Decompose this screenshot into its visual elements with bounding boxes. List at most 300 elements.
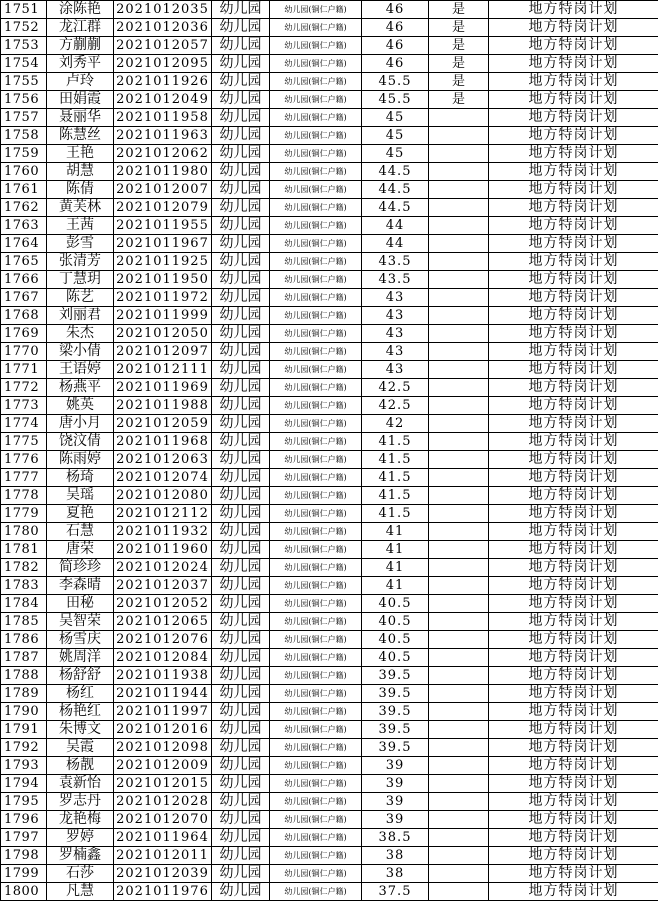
exam-number: 2021012062 <box>114 145 212 163</box>
score: 40.5 <box>362 595 429 613</box>
candidate-name: 朱杰 <box>47 325 114 343</box>
plan-type: 地方特岗计划 <box>489 307 658 325</box>
position: 幼儿园 <box>212 253 270 271</box>
row-number: 1800 <box>1 883 47 901</box>
score: 38 <box>362 847 429 865</box>
plan-type: 地方特岗计划 <box>489 721 658 739</box>
table-row <box>1 55 658 73</box>
position: 幼儿园 <box>212 541 270 559</box>
plan-type: 地方特岗计划 <box>489 667 658 685</box>
flag <box>429 289 489 307</box>
candidate-name: 杨雪庆 <box>47 631 114 649</box>
table-row <box>1 595 658 613</box>
position: 幼儿园 <box>212 55 270 73</box>
position: 幼儿园 <box>212 307 270 325</box>
position-detail: 幼儿园(铜仁户籍) <box>270 829 362 847</box>
exam-number: 2021011938 <box>114 667 212 685</box>
candidate-name: 刘丽君 <box>47 307 114 325</box>
plan-type: 地方特岗计划 <box>489 595 658 613</box>
position-detail: 幼儿园(铜仁户籍) <box>270 37 362 55</box>
candidate-name: 彭雪 <box>47 235 114 253</box>
flag <box>429 865 489 883</box>
candidate-name: 朱博文 <box>47 721 114 739</box>
table-row <box>1 253 658 271</box>
table-row <box>1 649 658 667</box>
flag <box>429 433 489 451</box>
position: 幼儿园 <box>212 775 270 793</box>
flag <box>429 199 489 217</box>
score: 39 <box>362 775 429 793</box>
exam-number: 2021012036 <box>114 19 212 37</box>
position: 幼儿园 <box>212 739 270 757</box>
row-number: 1761 <box>1 181 47 199</box>
exam-number: 2021011988 <box>114 397 212 415</box>
score: 41 <box>362 541 429 559</box>
position: 幼儿园 <box>212 433 270 451</box>
score: 41.5 <box>362 433 429 451</box>
table-row <box>1 73 658 91</box>
position-detail: 幼儿园(铜仁户籍) <box>270 469 362 487</box>
row-number: 1764 <box>1 235 47 253</box>
score: 43 <box>362 343 429 361</box>
score: 39 <box>362 757 429 775</box>
plan-type: 地方特岗计划 <box>489 559 658 577</box>
position-detail: 幼儿园(铜仁户籍) <box>270 55 362 73</box>
candidate-name: 龙江群 <box>47 19 114 37</box>
table-row <box>1 793 658 811</box>
score: 38.5 <box>362 829 429 847</box>
position: 幼儿园 <box>212 631 270 649</box>
position-detail: 幼儿园(铜仁户籍) <box>270 649 362 667</box>
plan-type: 地方特岗计划 <box>489 505 658 523</box>
table-row <box>1 109 658 127</box>
flag <box>429 217 489 235</box>
score: 40.5 <box>362 631 429 649</box>
flag <box>429 271 489 289</box>
table-row <box>1 685 658 703</box>
position: 幼儿园 <box>212 127 270 145</box>
candidate-name: 陈倩 <box>47 181 114 199</box>
flag <box>429 559 489 577</box>
plan-type: 地方特岗计划 <box>489 757 658 775</box>
position-detail: 幼儿园(铜仁户籍) <box>270 199 362 217</box>
candidate-name: 陈雨婷 <box>47 451 114 469</box>
score: 46 <box>362 19 429 37</box>
score: 45 <box>362 109 429 127</box>
candidate-name: 饶汶倩 <box>47 433 114 451</box>
candidate-name: 田秘 <box>47 595 114 613</box>
plan-type: 地方特岗计划 <box>489 379 658 397</box>
position: 幼儿园 <box>212 181 270 199</box>
plan-type: 地方特岗计划 <box>489 397 658 415</box>
row-number: 1797 <box>1 829 47 847</box>
table-row <box>1 559 658 577</box>
row-number: 1774 <box>1 415 47 433</box>
position: 幼儿园 <box>212 289 270 307</box>
score: 44 <box>362 235 429 253</box>
score: 44.5 <box>362 181 429 199</box>
flag <box>429 163 489 181</box>
row-number: 1791 <box>1 721 47 739</box>
score: 38 <box>362 865 429 883</box>
flag <box>429 685 489 703</box>
position-detail: 幼儿园(铜仁户籍) <box>270 397 362 415</box>
exam-number: 2021011963 <box>114 127 212 145</box>
score: 41.5 <box>362 505 429 523</box>
candidate-name: 杨舒舒 <box>47 667 114 685</box>
plan-type: 地方特岗计划 <box>489 847 658 865</box>
plan-type: 地方特岗计划 <box>489 829 658 847</box>
row-number: 1772 <box>1 379 47 397</box>
position-detail: 幼儿园(铜仁户籍) <box>270 19 362 37</box>
exam-number: 2021011997 <box>114 703 212 721</box>
table-row <box>1 19 658 37</box>
row-number: 1793 <box>1 757 47 775</box>
position: 幼儿园 <box>212 343 270 361</box>
row-number: 1766 <box>1 271 47 289</box>
flag <box>429 649 489 667</box>
row-number: 1783 <box>1 577 47 595</box>
flag <box>429 397 489 415</box>
flag <box>429 577 489 595</box>
position-detail: 幼儿园(铜仁户籍) <box>270 577 362 595</box>
candidate-name: 唐荣 <box>47 541 114 559</box>
score: 43.5 <box>362 271 429 289</box>
exam-number: 2021011964 <box>114 829 212 847</box>
plan-type: 地方特岗计划 <box>489 37 658 55</box>
table-row <box>1 289 658 307</box>
score: 40.5 <box>362 649 429 667</box>
table-row <box>1 199 658 217</box>
position-detail: 幼儿园(铜仁户籍) <box>270 775 362 793</box>
score: 43 <box>362 361 429 379</box>
score: 43.5 <box>362 253 429 271</box>
table-row <box>1 127 658 145</box>
exam-number: 2021012037 <box>114 577 212 595</box>
table-row <box>1 829 658 847</box>
position: 幼儿园 <box>212 577 270 595</box>
exam-number: 2021012050 <box>114 325 212 343</box>
exam-number: 2021012074 <box>114 469 212 487</box>
table-row <box>1 883 658 901</box>
candidate-name: 罗楠鑫 <box>47 847 114 865</box>
table-row <box>1 145 658 163</box>
plan-type: 地方特岗计划 <box>489 631 658 649</box>
candidate-name: 简珍珍 <box>47 559 114 577</box>
exam-number: 2021012095 <box>114 55 212 73</box>
candidate-name: 罗志丹 <box>47 793 114 811</box>
position: 幼儿园 <box>212 865 270 883</box>
score: 39.5 <box>362 685 429 703</box>
exam-number: 2021012057 <box>114 37 212 55</box>
row-number: 1755 <box>1 73 47 91</box>
plan-type: 地方特岗计划 <box>489 613 658 631</box>
flag <box>429 667 489 685</box>
candidate-name: 杨靓 <box>47 757 114 775</box>
plan-type: 地方特岗计划 <box>489 775 658 793</box>
candidate-name: 陈慧丝 <box>47 127 114 145</box>
candidate-name: 吴瑶 <box>47 487 114 505</box>
flag <box>429 145 489 163</box>
flag <box>429 523 489 541</box>
position-detail: 幼儿园(铜仁户籍) <box>270 451 362 469</box>
flag <box>429 595 489 613</box>
position-detail: 幼儿园(铜仁户籍) <box>270 217 362 235</box>
row-number: 1762 <box>1 199 47 217</box>
exam-number: 2021012070 <box>114 811 212 829</box>
candidate-name: 王语婷 <box>47 361 114 379</box>
score: 44.5 <box>362 163 429 181</box>
flag <box>429 451 489 469</box>
position-detail: 幼儿园(铜仁户籍) <box>270 487 362 505</box>
flag <box>429 487 489 505</box>
score: 41 <box>362 559 429 577</box>
table-row <box>1 307 658 325</box>
table-row <box>1 631 658 649</box>
score: 39.5 <box>362 721 429 739</box>
flag <box>429 109 489 127</box>
row-number: 1794 <box>1 775 47 793</box>
plan-type: 地方特岗计划 <box>489 865 658 883</box>
position-detail: 幼儿园(铜仁户籍) <box>270 109 362 127</box>
plan-type: 地方特岗计划 <box>489 181 658 199</box>
plan-type: 地方特岗计划 <box>489 19 658 37</box>
candidate-name: 刘秀平 <box>47 55 114 73</box>
score: 39 <box>362 811 429 829</box>
exam-number: 2021011980 <box>114 163 212 181</box>
score: 41 <box>362 523 429 541</box>
score: 45 <box>362 127 429 145</box>
candidate-name: 梁小倩 <box>47 343 114 361</box>
score: 42.5 <box>362 379 429 397</box>
plan-type: 地方特岗计划 <box>489 289 658 307</box>
exam-number: 2021011926 <box>114 73 212 91</box>
position: 幼儿园 <box>212 199 270 217</box>
plan-type: 地方特岗计划 <box>489 487 658 505</box>
score: 46 <box>362 37 429 55</box>
position: 幼儿园 <box>212 145 270 163</box>
position-detail: 幼儿园(铜仁户籍) <box>270 307 362 325</box>
exam-number: 2021012035 <box>114 1 212 19</box>
plan-type: 地方特岗计划 <box>489 361 658 379</box>
table-row <box>1 163 658 181</box>
position-detail: 幼儿园(铜仁户籍) <box>270 595 362 613</box>
position: 幼儿园 <box>212 811 270 829</box>
score: 37.5 <box>362 883 429 901</box>
plan-type: 地方特岗计划 <box>489 235 658 253</box>
exam-number: 2021011967 <box>114 235 212 253</box>
position-detail: 幼儿园(铜仁户籍) <box>270 739 362 757</box>
position-detail: 幼儿园(铜仁户籍) <box>270 253 362 271</box>
exam-number: 2021011955 <box>114 217 212 235</box>
plan-type: 地方特岗计划 <box>489 523 658 541</box>
score: 41.5 <box>362 487 429 505</box>
position-detail: 幼儿园(铜仁户籍) <box>270 181 362 199</box>
position: 幼儿园 <box>212 37 270 55</box>
score: 43 <box>362 307 429 325</box>
exam-number: 2021011932 <box>114 523 212 541</box>
row-number: 1789 <box>1 685 47 703</box>
position: 幼儿园 <box>212 379 270 397</box>
position: 幼儿园 <box>212 469 270 487</box>
score: 42 <box>362 415 429 433</box>
table-row <box>1 847 658 865</box>
table-row <box>1 433 658 451</box>
table-row <box>1 379 658 397</box>
exam-number: 2021011950 <box>114 271 212 289</box>
plan-type: 地方特岗计划 <box>489 649 658 667</box>
row-number: 1790 <box>1 703 47 721</box>
score: 43 <box>362 325 429 343</box>
table-row <box>1 505 658 523</box>
position: 幼儿园 <box>212 487 270 505</box>
candidate-name: 姚周洋 <box>47 649 114 667</box>
candidate-name: 姚英 <box>47 397 114 415</box>
table-row <box>1 343 658 361</box>
flag <box>429 541 489 559</box>
flag <box>429 775 489 793</box>
row-number: 1765 <box>1 253 47 271</box>
table-row <box>1 235 658 253</box>
exam-number: 2021012007 <box>114 181 212 199</box>
position-detail: 幼儿园(铜仁户籍) <box>270 271 362 289</box>
plan-type: 地方特岗计划 <box>489 145 658 163</box>
candidate-name: 石莎 <box>47 865 114 883</box>
score: 39.5 <box>362 703 429 721</box>
exam-number: 2021012028 <box>114 793 212 811</box>
position-detail: 幼儿园(铜仁户籍) <box>270 505 362 523</box>
row-number: 1758 <box>1 127 47 145</box>
table-row <box>1 361 658 379</box>
position: 幼儿园 <box>212 793 270 811</box>
row-number: 1777 <box>1 469 47 487</box>
candidate-name: 吴霞 <box>47 739 114 757</box>
flag: 是 <box>429 19 489 37</box>
exam-number: 2021011969 <box>114 379 212 397</box>
position: 幼儿园 <box>212 559 270 577</box>
plan-type: 地方特岗计划 <box>489 469 658 487</box>
position: 幼儿园 <box>212 415 270 433</box>
position-detail: 幼儿园(铜仁户籍) <box>270 1 362 19</box>
candidate-name: 王艳 <box>47 145 114 163</box>
flag <box>429 325 489 343</box>
score: 39.5 <box>362 667 429 685</box>
flag: 是 <box>429 91 489 109</box>
flag <box>429 631 489 649</box>
row-number: 1754 <box>1 55 47 73</box>
exam-number: 2021012084 <box>114 649 212 667</box>
candidate-name: 田娟霞 <box>47 91 114 109</box>
candidate-name: 张清芳 <box>47 253 114 271</box>
table-row <box>1 523 658 541</box>
flag <box>429 811 489 829</box>
table-row <box>1 757 658 775</box>
position: 幼儿园 <box>212 613 270 631</box>
position-detail: 幼儿园(铜仁户籍) <box>270 163 362 181</box>
flag <box>429 847 489 865</box>
table-row <box>1 541 658 559</box>
exam-number: 2021011925 <box>114 253 212 271</box>
position-detail: 幼儿园(铜仁户籍) <box>270 343 362 361</box>
position: 幼儿园 <box>212 451 270 469</box>
candidate-name: 胡慧 <box>47 163 114 181</box>
exam-number: 2021012063 <box>114 451 212 469</box>
flag <box>429 757 489 775</box>
plan-type: 地方特岗计划 <box>489 271 658 289</box>
candidate-name: 石慧 <box>47 523 114 541</box>
position-detail: 幼儿园(铜仁户籍) <box>270 325 362 343</box>
exam-number: 2021011976 <box>114 883 212 901</box>
exam-number: 2021012097 <box>114 343 212 361</box>
position: 幼儿园 <box>212 883 270 901</box>
row-number: 1759 <box>1 145 47 163</box>
position-detail: 幼儿园(铜仁户籍) <box>270 721 362 739</box>
position: 幼儿园 <box>212 523 270 541</box>
row-number: 1778 <box>1 487 47 505</box>
position: 幼儿园 <box>212 829 270 847</box>
flag <box>429 253 489 271</box>
position-detail: 幼儿园(铜仁户籍) <box>270 379 362 397</box>
row-number: 1771 <box>1 361 47 379</box>
position: 幼儿园 <box>212 685 270 703</box>
row-number: 1763 <box>1 217 47 235</box>
flag <box>429 793 489 811</box>
score: 43 <box>362 289 429 307</box>
candidate-name: 夏艳 <box>47 505 114 523</box>
candidate-name: 卢玲 <box>47 73 114 91</box>
row-number: 1768 <box>1 307 47 325</box>
plan-type: 地方特岗计划 <box>489 883 658 901</box>
table-row <box>1 217 658 235</box>
flag <box>429 181 489 199</box>
table-row <box>1 397 658 415</box>
position: 幼儿园 <box>212 325 270 343</box>
position: 幼儿园 <box>212 667 270 685</box>
flag <box>429 127 489 145</box>
flag: 是 <box>429 73 489 91</box>
exam-number: 2021012112 <box>114 505 212 523</box>
flag <box>429 379 489 397</box>
exam-number: 2021012016 <box>114 721 212 739</box>
position: 幼儿园 <box>212 595 270 613</box>
exam-number: 2021011958 <box>114 109 212 127</box>
position-detail: 幼儿园(铜仁户籍) <box>270 559 362 577</box>
exam-number: 2021011999 <box>114 307 212 325</box>
table-row <box>1 613 658 631</box>
row-number: 1752 <box>1 19 47 37</box>
position-detail: 幼儿园(铜仁户籍) <box>270 811 362 829</box>
row-number: 1773 <box>1 397 47 415</box>
position-detail: 幼儿园(铜仁户籍) <box>270 667 362 685</box>
plan-type: 地方特岗计划 <box>489 451 658 469</box>
score: 39.5 <box>362 739 429 757</box>
position: 幼儿园 <box>212 649 270 667</box>
table-row <box>1 325 658 343</box>
row-number: 1767 <box>1 289 47 307</box>
flag <box>429 883 489 901</box>
position: 幼儿园 <box>212 217 270 235</box>
table-row <box>1 1 658 19</box>
flag <box>429 505 489 523</box>
candidate-name: 王茜 <box>47 217 114 235</box>
row-number: 1757 <box>1 109 47 127</box>
position-detail: 幼儿园(铜仁户籍) <box>270 883 362 901</box>
score: 39 <box>362 793 429 811</box>
candidate-name: 陈艺 <box>47 289 114 307</box>
exam-number: 2021012039 <box>114 865 212 883</box>
exam-number: 2021011972 <box>114 289 212 307</box>
score: 40.5 <box>362 613 429 631</box>
